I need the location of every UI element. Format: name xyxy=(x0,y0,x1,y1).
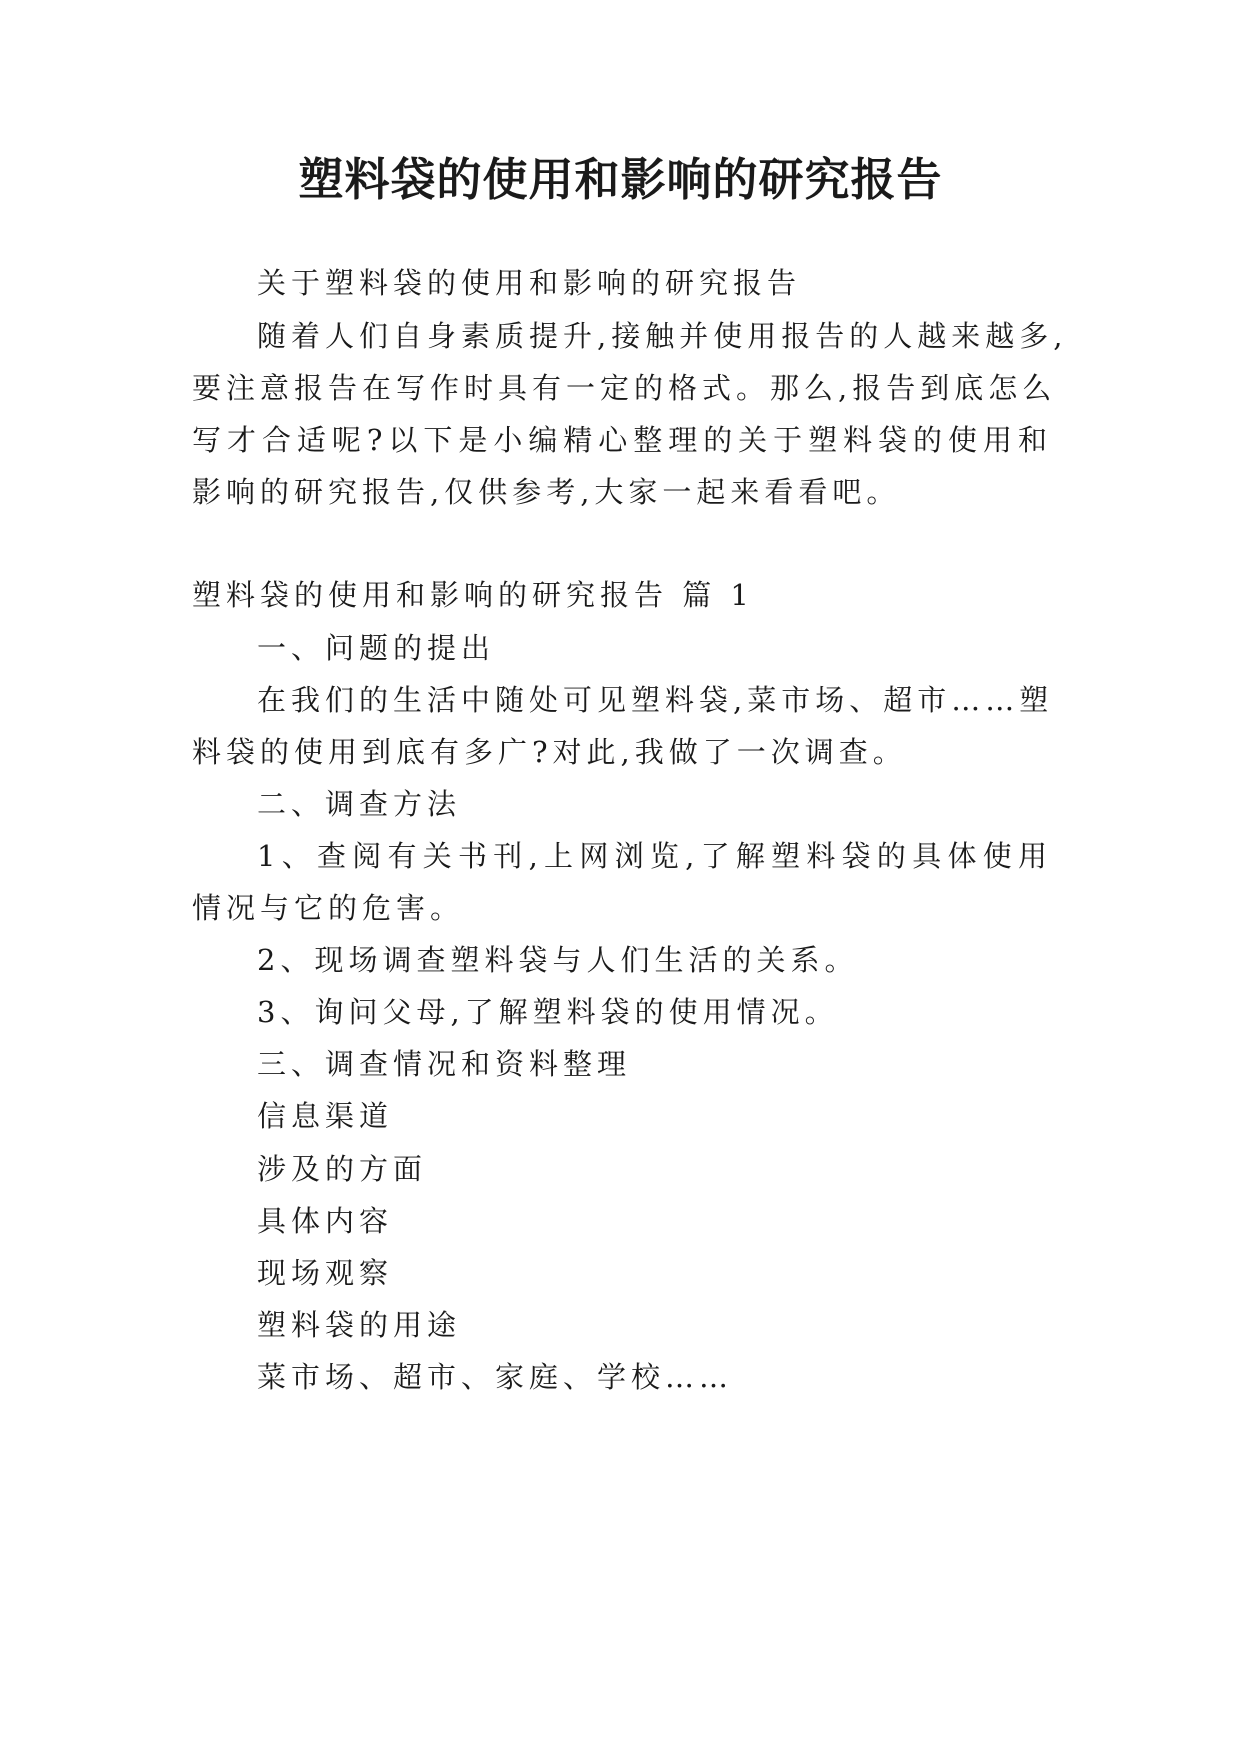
method-item-2: 2、现场调查塑料袋与人们生活的关系。 xyxy=(257,943,859,977)
subsection-heading-problem: 一、问题的提出 xyxy=(257,631,496,665)
problem-paragraph-line: 料袋的使用到底有多广?对此,我做了一次调查。 xyxy=(192,735,907,769)
intro-paragraph-line: 影响的研究报告,仅供参考,大家一起来看看吧。 xyxy=(192,475,901,509)
survey-item: 塑料袋的用途 xyxy=(257,1308,462,1342)
problem-paragraph-line: 在我们的生活中随处可见塑料袋,菜市场、超市……塑 xyxy=(257,683,1054,717)
intro-paragraph-line: 要注意报告在写作时具有一定的格式。那么,报告到底怎么 xyxy=(192,371,1057,405)
subsection-heading-survey: 三、调查情况和资料整理 xyxy=(257,1047,632,1081)
survey-item: 菜市场、超市、家庭、学校…… xyxy=(257,1360,734,1394)
survey-item: 信息渠道 xyxy=(257,1099,394,1133)
method-item-1-line: 情况与它的危害。 xyxy=(192,891,465,925)
method-item-1-line: 1、查阅有关书刊,上网浏览,了解塑料袋的具体使用 xyxy=(257,839,1052,873)
intro-heading: 关于塑料袋的使用和影响的研究报告 xyxy=(257,266,802,300)
method-item-3: 3、询问父母,了解塑料袋的使用情况。 xyxy=(257,995,839,1029)
section-heading: 塑料袋的使用和影响的研究报告 篇 1 xyxy=(192,578,754,612)
subsection-heading-method: 二、调查方法 xyxy=(257,787,462,821)
document-title: 塑料袋的使用和影响的研究报告 xyxy=(298,153,943,206)
intro-paragraph-line: 随着人们自身素质提升,接触并使用报告的人越来越多, xyxy=(257,319,1068,353)
survey-item: 现场观察 xyxy=(257,1256,394,1290)
survey-item: 具体内容 xyxy=(257,1204,394,1238)
intro-paragraph-line: 写才合适呢?以下是小编精心整理的关于塑料袋的使用和 xyxy=(192,423,1052,457)
survey-item: 涉及的方面 xyxy=(257,1152,428,1186)
